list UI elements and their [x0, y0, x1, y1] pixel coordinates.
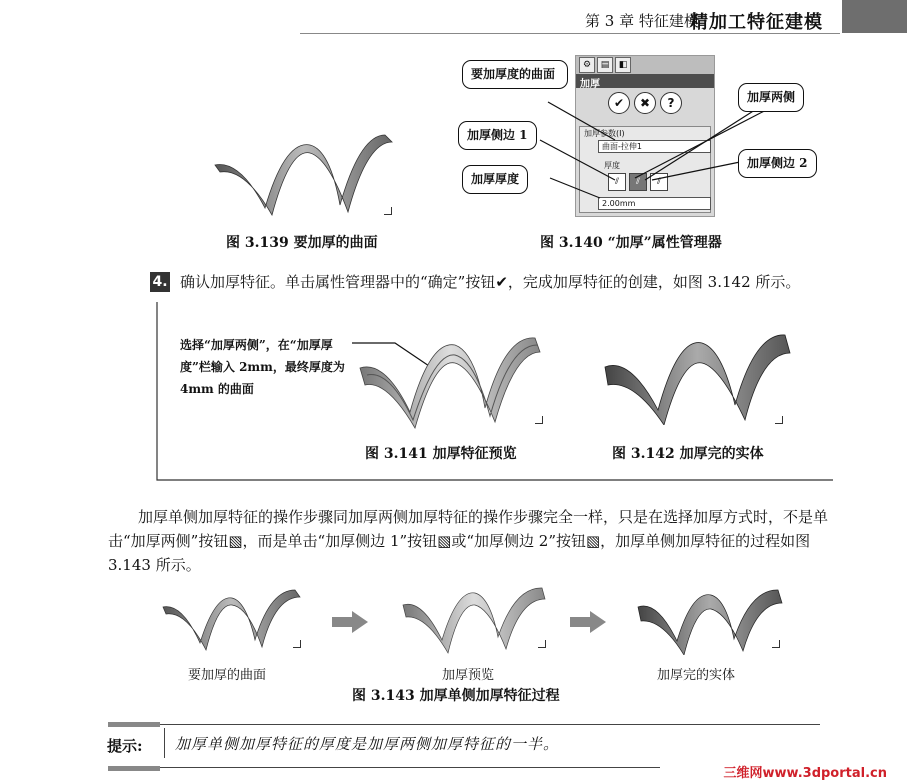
- thicken-side1-button[interactable]: ⫽: [608, 173, 626, 191]
- header-bar: [842, 0, 907, 33]
- process-label-surface: 要加厚的曲面: [188, 668, 267, 683]
- watermark: 三维网www.3dportal.cn: [723, 766, 887, 781]
- callout-surface: 要加厚度的曲面: [462, 60, 568, 89]
- step-number: 4.: [150, 272, 170, 292]
- callout-side1: 加厚侧边 1: [458, 121, 537, 150]
- thickness-label: 厚度: [604, 161, 620, 170]
- figure-143-caption: 图 3.143 加厚单侧加厚特征过程: [352, 688, 560, 704]
- figure-139-surface: [210, 120, 400, 220]
- cancel-button[interactable]: ✖: [634, 92, 656, 114]
- tip-divider: [164, 728, 165, 758]
- crop-mark: [535, 416, 543, 424]
- arrow-icon: [330, 610, 370, 634]
- figure-141-caption: 图 3.141 加厚特征预览: [365, 446, 517, 462]
- tip-rule-top: [160, 724, 820, 725]
- process-label-solid: 加厚完的实体: [657, 668, 736, 683]
- callout-both-sides: 加厚两侧: [738, 83, 804, 112]
- arrow-icon: [568, 610, 608, 634]
- header-rule: [300, 33, 840, 34]
- step-text: 确认加厚特征。单击属性管理器中的“确定”按钮✔，完成加厚特征的创建，如图 3.142 所示。: [180, 273, 801, 291]
- crop-mark: [293, 640, 301, 648]
- tip-text: 加厚单侧加厚特征的厚度是加厚两侧加厚特征的一半。: [175, 735, 560, 753]
- manager-title: 加厚: [576, 74, 714, 88]
- process-label-preview: 加厚预览: [442, 668, 495, 683]
- property-tab-icon[interactable]: ▤: [597, 57, 613, 73]
- process-solid-image: [635, 585, 785, 655]
- feature-tab-icon[interactable]: ⚙: [579, 57, 595, 73]
- figure-141-preview: [355, 330, 545, 430]
- tip-label: 提示:: [107, 737, 143, 755]
- figure-140-caption: 图 3.140 “加厚”属性管理器: [540, 235, 722, 251]
- callout-thickness: 加厚厚度: [462, 165, 528, 194]
- figure-139-caption: 图 3.139 要加厚的曲面: [226, 235, 378, 251]
- surface-selection-field[interactable]: 曲面-拉伸1: [598, 140, 711, 153]
- step-annotation: 选择“加厚两侧”，在“加厚厚度”栏输入 2mm，最终厚度为 4mm 的曲面: [180, 338, 345, 396]
- figure-142-solid: [600, 325, 795, 425]
- crop-mark: [538, 640, 546, 648]
- section-title: 精加工特征建模: [690, 12, 823, 33]
- crop-mark: [384, 207, 392, 215]
- callout-side2: 加厚侧边 2: [738, 149, 817, 178]
- crop-mark: [772, 640, 780, 648]
- tip-bar-bottom: [108, 766, 160, 771]
- group-label: 加厚参数(I): [584, 129, 625, 138]
- help-button[interactable]: ?: [660, 92, 682, 114]
- figure-142-caption: 图 3.142 加厚完的实体: [612, 446, 764, 462]
- config-tab-icon[interactable]: ◧: [615, 57, 631, 73]
- thickness-input[interactable]: 2.00mm: [598, 197, 711, 210]
- tip-rule-bottom: [160, 767, 660, 768]
- ok-button[interactable]: ✔: [608, 92, 630, 114]
- body-paragraph: 加厚单侧加厚特征的操作步骤同加厚两侧加厚特征的操作步骤完全一样，只是在选择加厚方式时，不是单击“加厚两侧”按钮▧，而是单击“加厚侧边 1”按钮▧或“加厚侧边 2”按钮▧，加厚单侧加厚特征的过程如图 3.143 所示。: [108, 508, 829, 574]
- crop-mark: [775, 416, 783, 424]
- process-preview-image: [400, 585, 550, 655]
- tip-bar-left: [108, 722, 160, 727]
- process-surface-image: [160, 585, 305, 655]
- chapter-label: 第 3 章 特征建模: [585, 12, 699, 30]
- thicken-side2-button[interactable]: ⫽: [650, 173, 668, 191]
- thicken-both-button[interactable]: ⫽: [629, 173, 647, 191]
